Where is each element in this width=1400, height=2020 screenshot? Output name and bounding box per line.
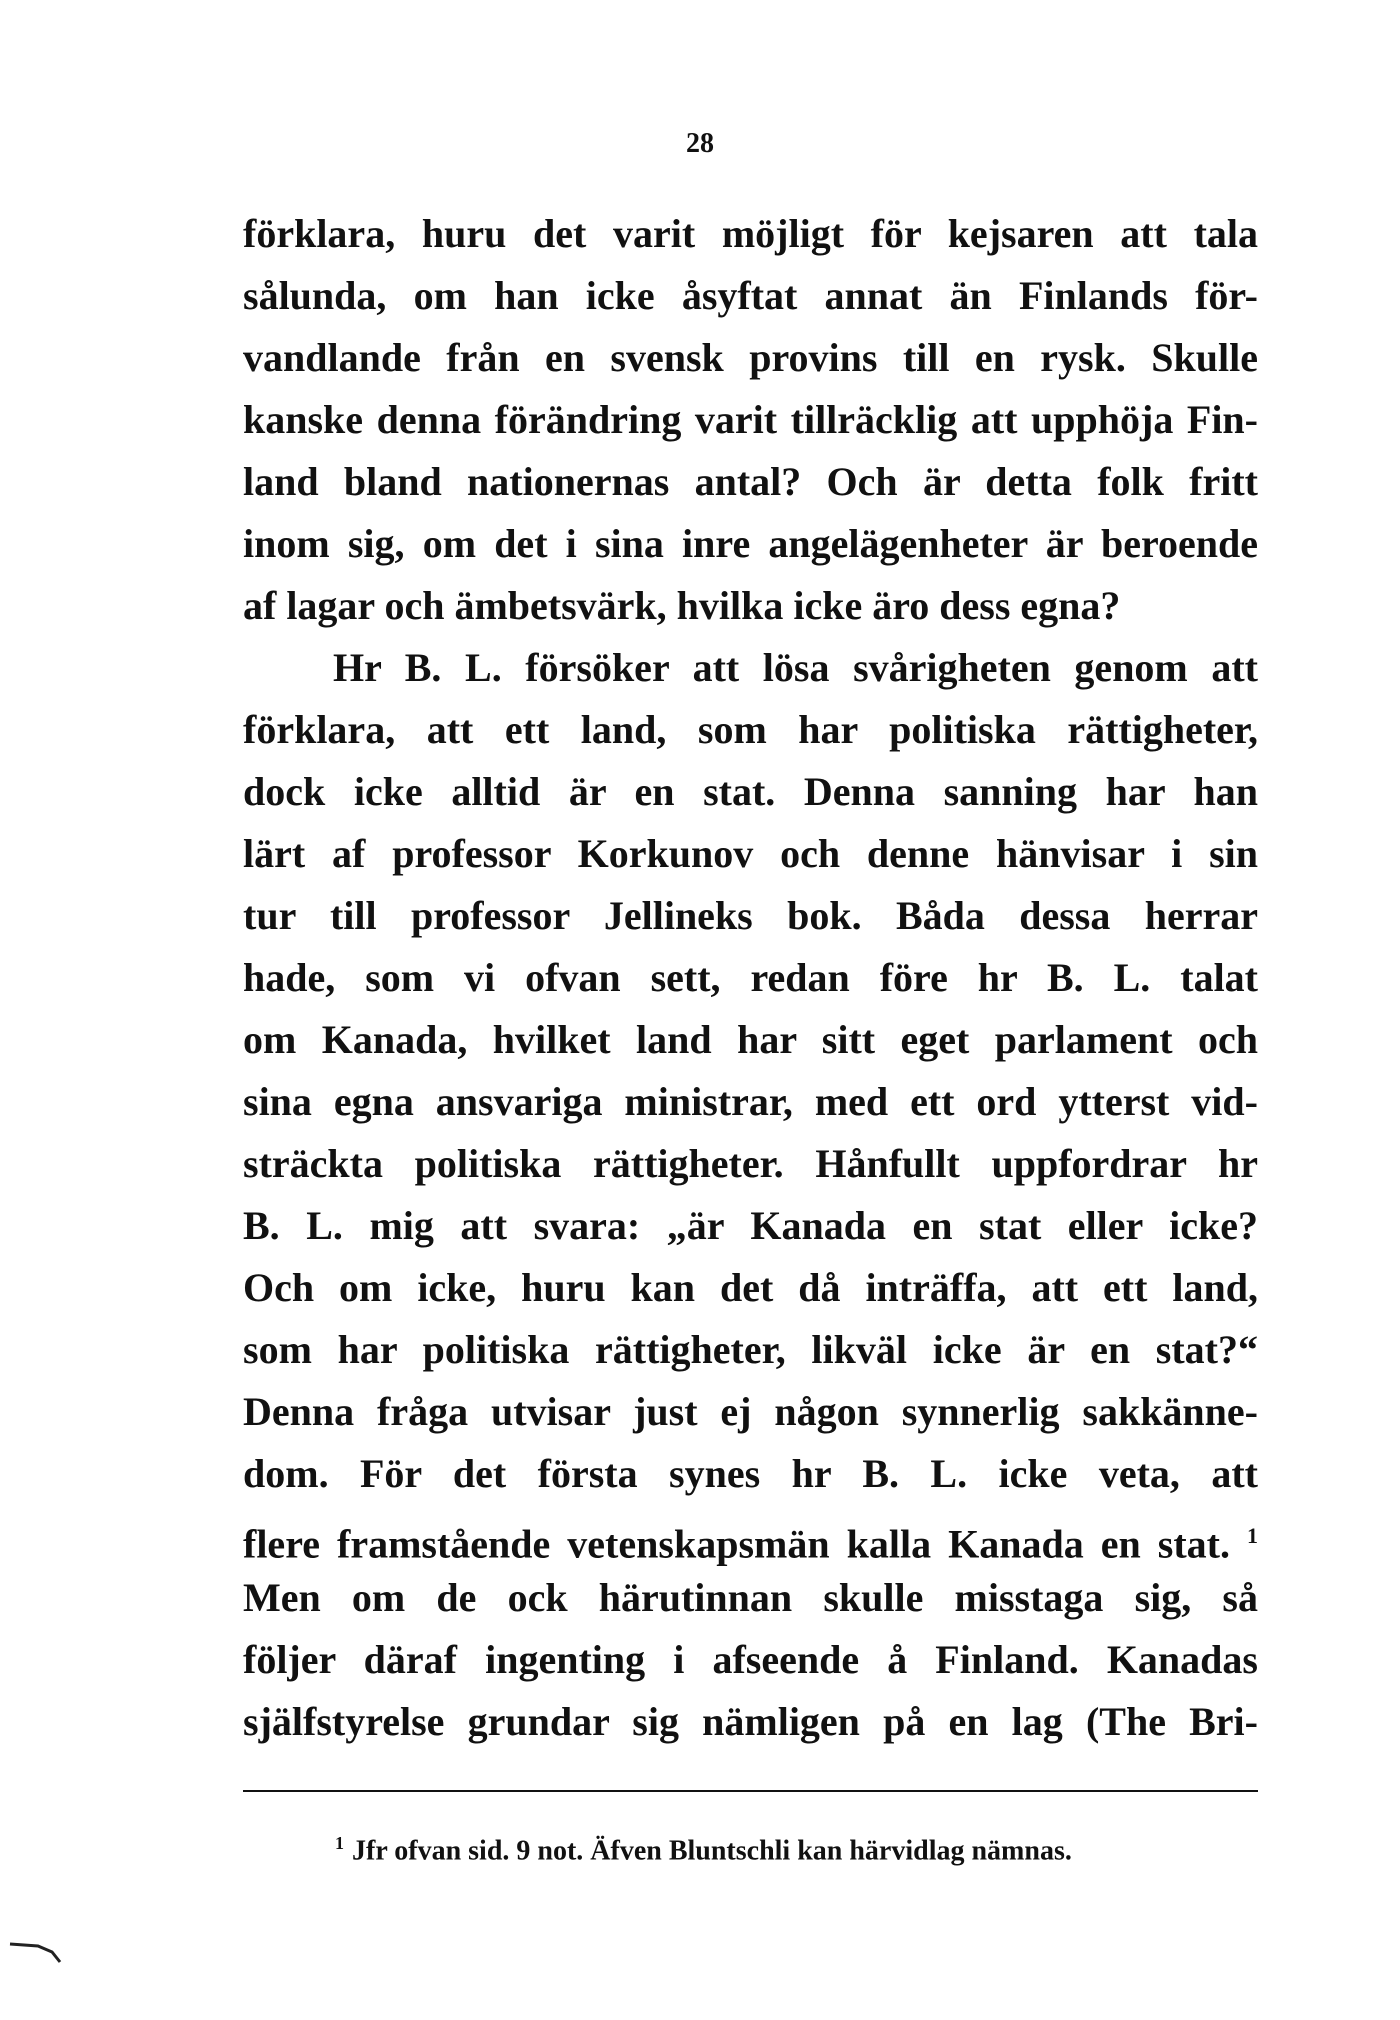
text-line: själfstyrelse grundar sig nämligen på en lag (The Bri- — [243, 1699, 1258, 1744]
text-line-with-footnote-ref — [243, 1505, 1258, 1567]
text-line: sträckta politiska rättigheter. Hånfullt uppfordrar hr — [243, 1141, 1258, 1186]
paragraph-start-line: Hr B. L. försöker att lösa svårigheten genom att — [333, 645, 1258, 690]
text-line: inom sig, om det i sina inre angelägenheter är beroende — [243, 521, 1258, 566]
text-line: hade, som vi ofvan sett, redan före hr B. L. talat — [243, 955, 1258, 1000]
text-line: dom. För det första synes hr B. L. icke veta, att — [243, 1451, 1258, 1496]
text-line-content: flere framstående vetenskapsmän kalla Kanada en stat. — [243, 1521, 1230, 1567]
text-line: om Kanada, hvilket land har sitt eget parlament och — [243, 1017, 1258, 1062]
text-line: B. L. mig att svara: „är Kanada en stat eller icke? — [243, 1203, 1258, 1248]
stray-ink-mark — [8, 1938, 68, 1966]
text-line: kanske denna förändring varit tillräcklig att upphöja Fin- — [243, 397, 1258, 442]
text-line: land bland nationernas antal? Och är detta folk fritt — [243, 459, 1258, 504]
text-line: förklara, huru det varit möjligt för kejsaren att tala — [243, 211, 1258, 256]
text-line: förklara, att ett land, som har politiska rättigheter, — [243, 707, 1258, 752]
text-line: som har politiska rättigheter, likväl icke är en stat?“ — [243, 1327, 1258, 1372]
text-line: Men om de ock härutinnan skulle misstaga sig, så — [243, 1575, 1258, 1620]
text-line: vandlande från en svensk provins till en rysk. Skulle — [243, 335, 1258, 380]
body-text — [243, 203, 1258, 1753]
text-line: sålunda, om han icke åsyftat annat än Finlands för- — [243, 273, 1258, 318]
footnote-separator — [243, 1790, 1258, 1792]
text-line: tur till professor Jellineks bok. Båda dessa herrar — [243, 893, 1258, 938]
text-line: dock icke alltid är en stat. Denna sanning har han — [243, 769, 1258, 814]
footnote — [335, 1833, 1072, 1867]
text-line: följer däraf ingenting i afseende å Finland. Kanadas — [243, 1637, 1258, 1682]
text-line: Denna fråga utvisar just ej någon synnerlig sakkänne- — [243, 1389, 1258, 1434]
text-line: Och om icke, huru kan det då inträffa, att ett land, — [243, 1265, 1258, 1310]
text-line: sina egna ansvariga ministrar, med ett ord ytterst vid- — [243, 1079, 1258, 1124]
footnote-reference: 1 — [1247, 1523, 1258, 1548]
footnote-text: Jfr ofvan sid. 9 not. Äfven Bluntschli kan härvidlag nämnas. — [352, 1835, 1072, 1867]
footnote-marker: 1 — [335, 1833, 344, 1853]
text-line: af lagar och ämbetsvärk, hvilka icke äro dess egna? — [243, 583, 1121, 628]
text-line: lärt af professor Korkunov och denne hänvisar i sin — [243, 831, 1258, 876]
page-number: 28 — [686, 128, 714, 159]
